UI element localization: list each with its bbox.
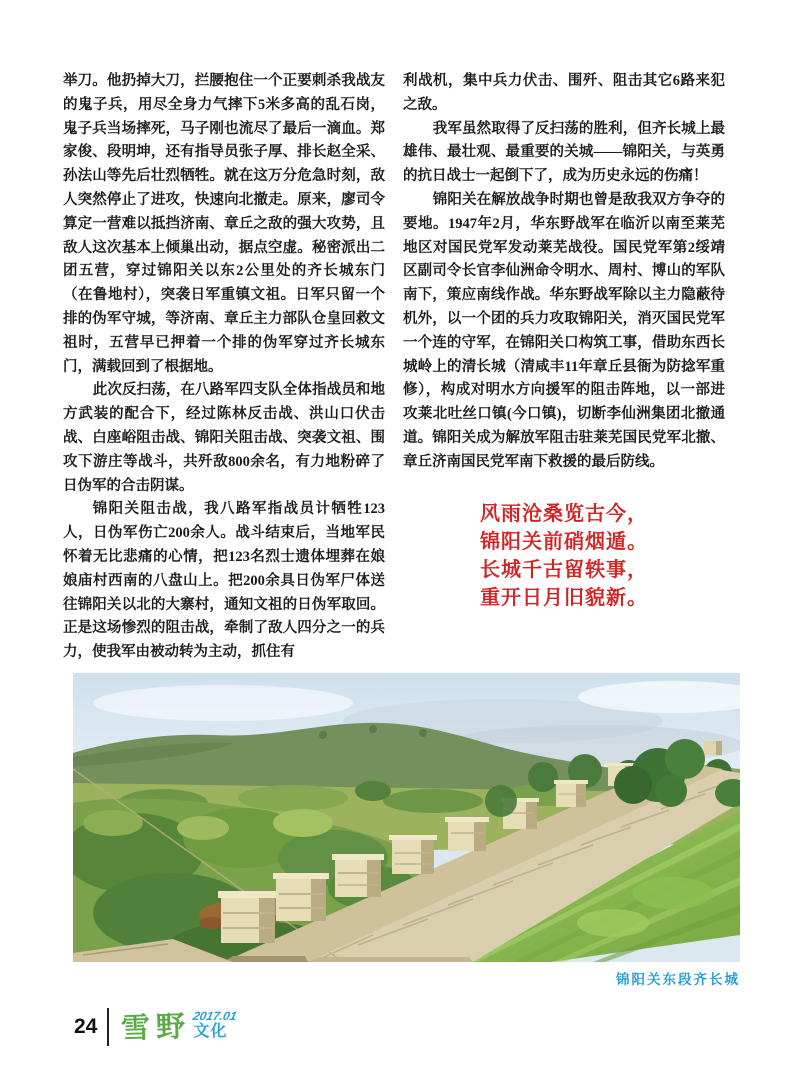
paragraph: 此次反扫荡，在八路军四支队全体指战员和地方武装的配合下，经过陈林反击战、洪山口伏击战、白座峪阻击战、锦阳关阻击战、突袭文祖、围攻下游庄等战斗，共歼敌800余名，有力地粉碎了日伪军的合击阴谋。 [63,382,385,494]
article-columns [63,70,725,665]
footer-divider [107,1008,109,1046]
left-column [63,70,385,665]
paragraph: 锦阳关阻击战，我八路军指战员计牺牲123人，日伪军伤亡200余人。战斗结束后，当地军民怀着无比悲痛的心情，把123名烈士遗体埋葬在娘娘庙村西南的八盘山上。把200余具日伪军尸体送往锦阳关以北的大寨村，通知文祖的日伪军取回。正是这场惨烈的阻击战，牵制了敌人四分之一的兵力，使我军由被动转为主动，抓住有 [63,501,385,661]
paragraph: 利战机，集中兵力伏击、围歼、阻击其它6路来犯之敌。 [403,73,725,113]
logo-xueye: 雪野 [120,1008,192,1046]
page-number: 24 [74,1015,98,1038]
qi-wall-photo-figure [73,673,740,988]
paragraph: 举刀。他扔掉大刀，拦腰抱住一个正要刺杀我战友的鬼子兵，用尽全身力气摔下5米多高的乱石岗，鬼子兵当场摔死，马子刚也流尽了最后一滴血。郑家俊、段明坤，还有指导员张子厚、排长赵全采、孙法山等先后壮烈牺牲。就在这万分危急时刻，敌人突然停止了进攻，快速向北撤走。原来，廖司令算定一营难以抵挡济南、章丘之敌的强大攻势，且敌人这次基本上倾巢出动，据点空虚。秘密派出二团五营，穿过锦阳关以东2公里处的齐长城东门（在鲁地村），突袭日军重镇文祖。日军只留一个排的伪军守城，等济南、章丘主力部队仓皇回救文祖时，五营早已押着一个排的伪军穿过齐长城东门，满载回到了根据地。 [63,73,385,375]
poem-line: 风雨沧桑览古今， [480,502,648,525]
page-footer [74,1004,237,1050]
paragraph: 锦阳关在解放战争时期也曾是敌我双方争夺的要地。1947年2月，华东野战军在临沂以南至莱芜地区对国民党军发动莱芜战役。国民党军第2绥靖区副司令长官李仙洲命令明水、周村、博山的军队南下，策应南线作战。华东野战军除以主力隐蔽待机外，以一个团的兵力攻取锦阳关，消灭国民党军一个连的守军，在锦阳关口构筑工事，借助东西长城岭上的清长城（清咸丰11年章丘县衙为防捻军重修），构成对明水方向援军的阻击阵地，以一部进攻莱北吐丝口镇(今口镇)，切断李仙洲集团北撤通道。锦阳关成为解放军阻击驻莱芜国民党军北撤、章丘济南国民党军南下救援的最后防线。 [403,191,725,470]
poem-line: 长城千古留轶事， [480,558,648,581]
logo-issue-number: 2017.01 [191,1009,239,1023]
poem-line: 重开日月旧貌新。 [480,586,648,609]
paragraph: 我军虽然取得了反扫荡的胜利，但齐长城上最雄伟、最壮观、最重要的关城——锦阳关，与英勇的抗日战士一起倒下了，成为历史永远的伤痛！ [403,120,725,185]
logo-wenhua: 文化 [193,1023,228,1040]
right-column [403,70,725,665]
photo-caption: 锦阳关东段齐长城 [616,972,740,987]
poem-block [403,500,725,612]
logo-stack [191,1009,239,1041]
qi-great-wall-photo [73,673,740,962]
poem-line: 锦阳关前硝烟遁。 [480,530,648,553]
magazine-logo [120,1007,239,1047]
